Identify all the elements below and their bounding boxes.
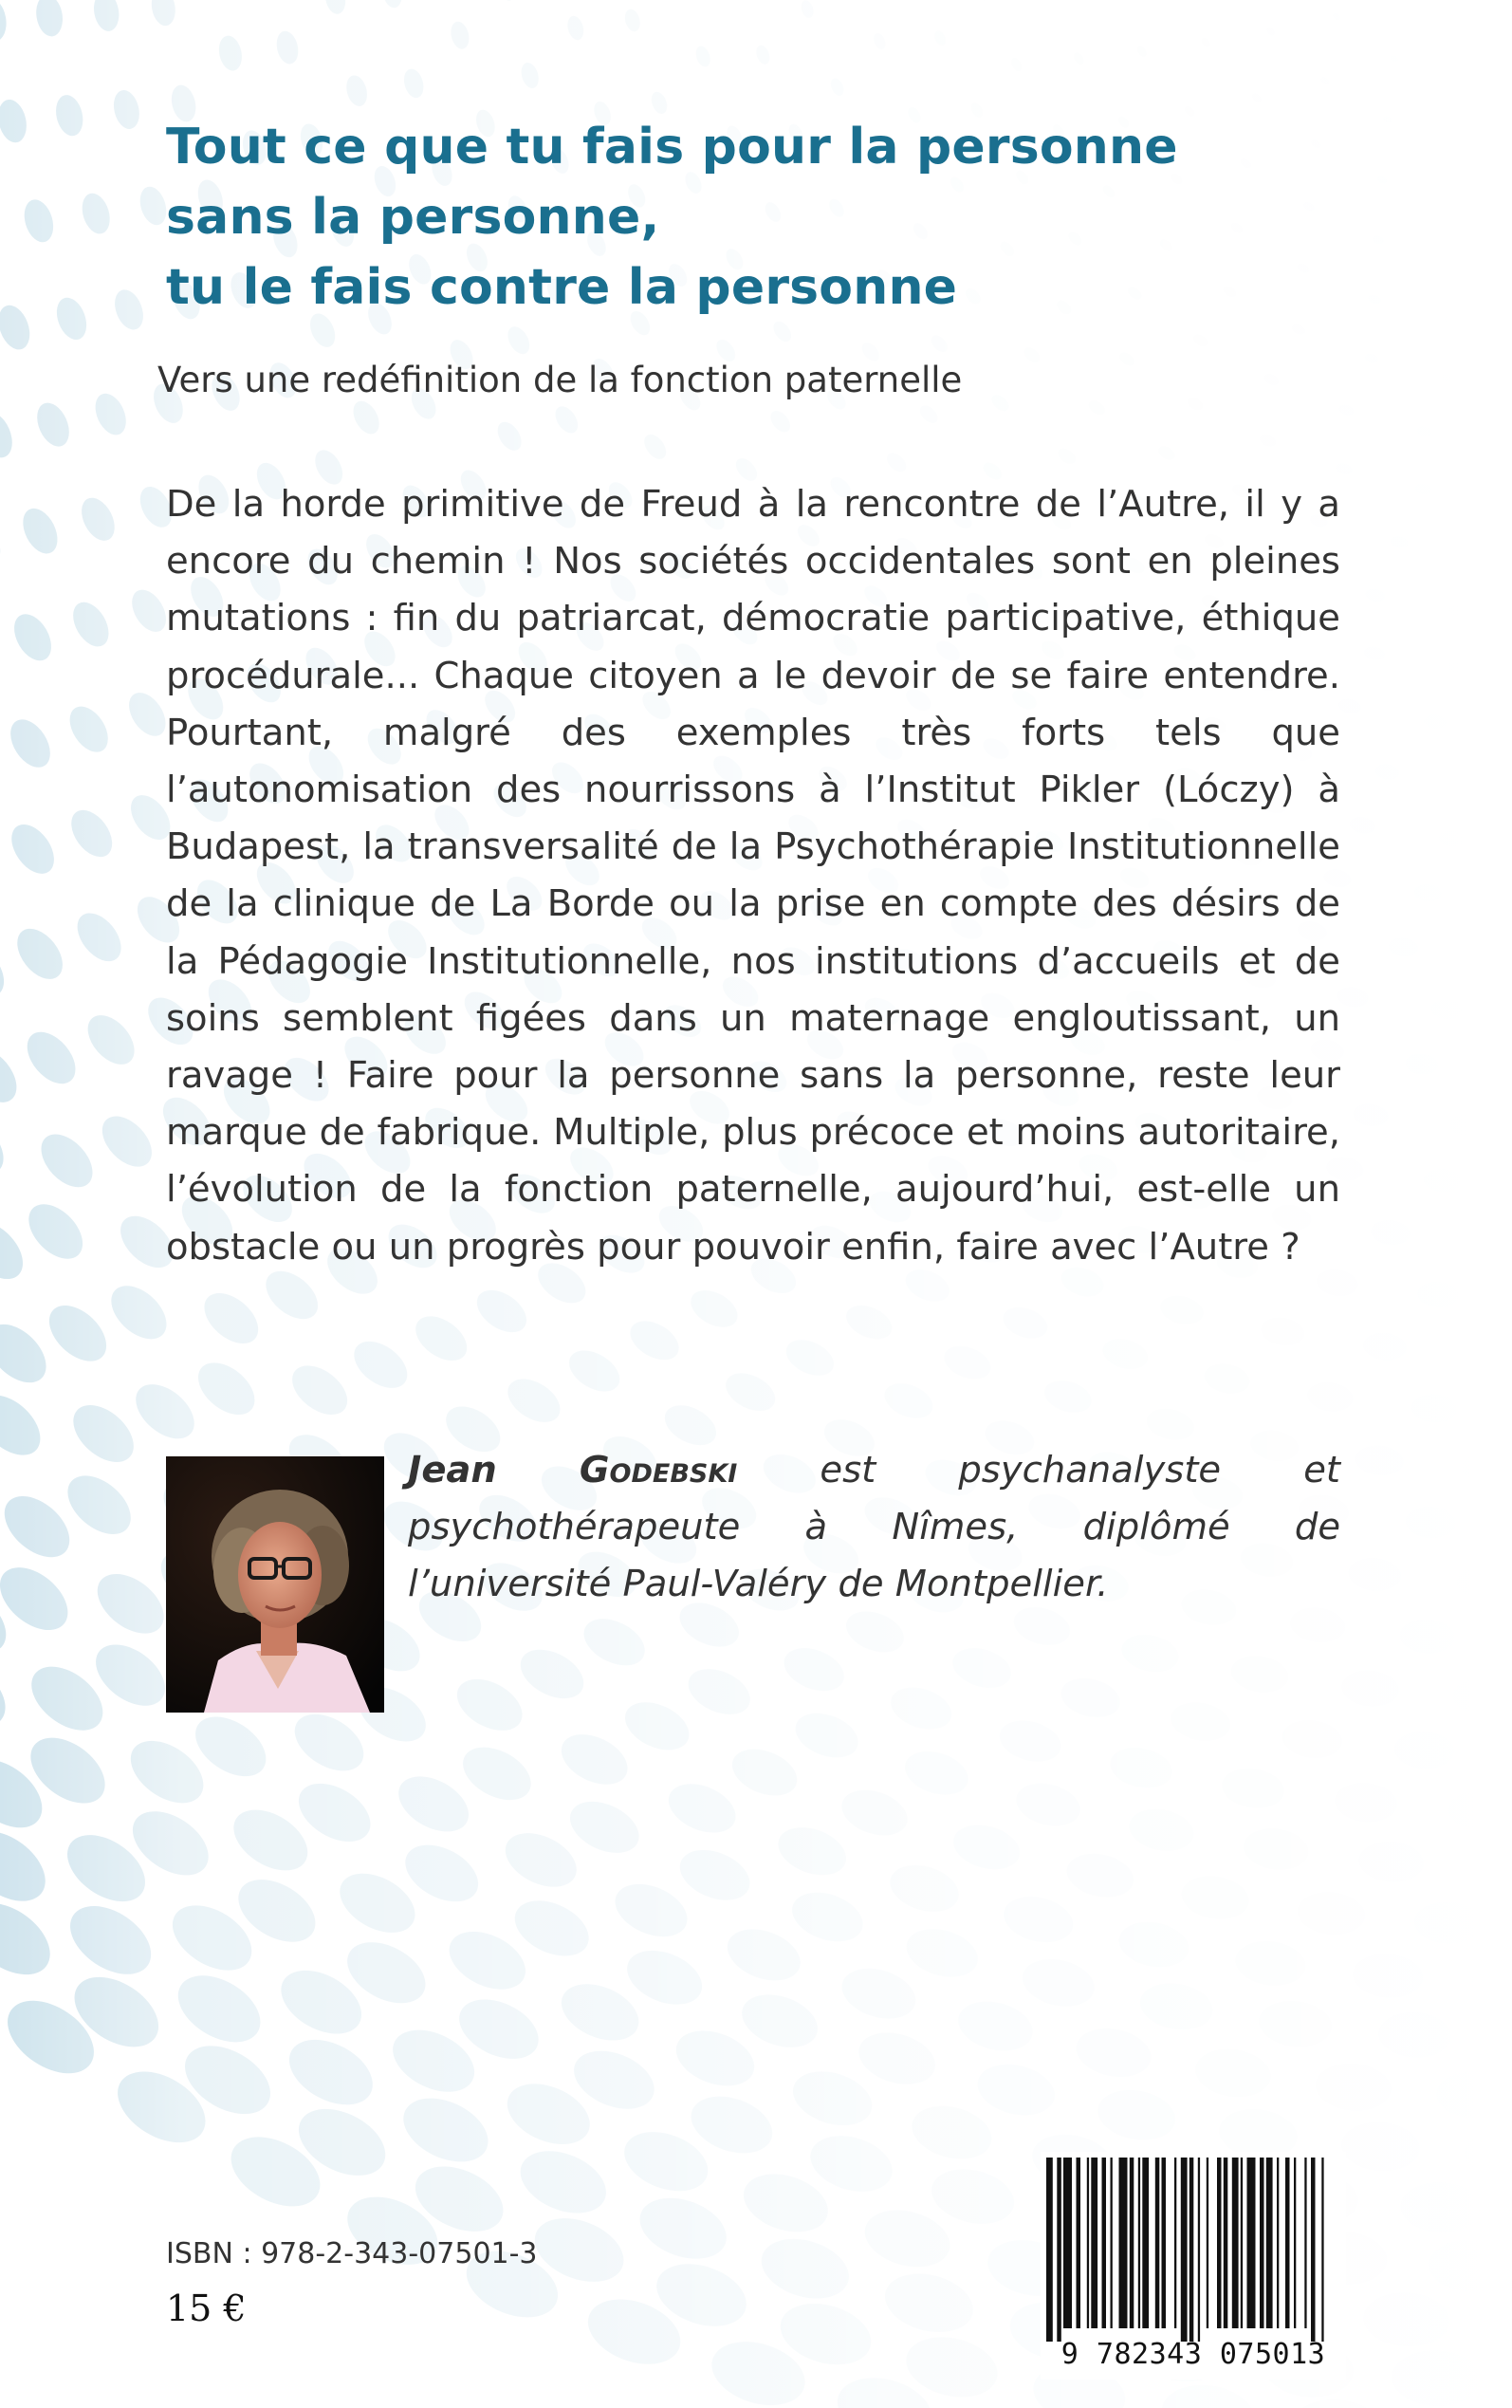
author-last-name: Godebski: [579, 1449, 738, 1491]
barcode-bar: [1266, 2158, 1273, 2328]
barcode-bar: [1277, 2158, 1279, 2328]
barcode-bar: [1241, 2158, 1243, 2328]
barcode-bar: [1155, 2158, 1160, 2328]
barcode-bar: [1311, 2158, 1316, 2342]
price: 15 €: [166, 2288, 247, 2329]
author-bio-text: est psychanalyste et psychothérapeute à Nîmes, diplômé de l’université Paul-Valéry de Montpellier.: [408, 1449, 1340, 1605]
book-title-line: tu le fais contre la personne: [166, 259, 958, 316]
barcode-bar: [1138, 2158, 1140, 2328]
barcode-bar: [1130, 2158, 1134, 2328]
book-subtitle: Vers une redéfinition de la fonction paternelle: [157, 360, 963, 400]
author-bio: [408, 1442, 1340, 1613]
barcode-bar: [1217, 2158, 1222, 2328]
barcode-digits: 9 782343 075013: [1060, 2338, 1326, 2371]
barcode-bar: [1162, 2158, 1167, 2328]
barcode-bar: [1057, 2158, 1061, 2342]
barcode-bar: [1091, 2158, 1097, 2328]
barcode-bars: [1041, 2152, 1346, 2342]
isbn: ISBN : 978-2-343-07501-3: [166, 2237, 538, 2270]
barcode-bar: [1181, 2158, 1188, 2342]
author-first-name: Jean: [408, 1449, 497, 1491]
barcode-bar: [1294, 2158, 1296, 2328]
barcode-bar: [1247, 2158, 1256, 2328]
book-summary: De la horde primitive de Freud à la rencontre de l’Autre, il y a encore du chemin ! Nos sociétés occidentales sont en pleines mutations : fin du patriarcat, démocratie participative, éthique procédurale... Chaque citoyen a le devoir de se faire entendre. Pourtant, malgré des exemples très forts tels que l’autonomisation des nourrissons à l’Institut Pikler (Lóczy) à Budapest, la transversalité de la Psychothérapie Institutionnelle de la clinique de La Borde ou la prise en compte des désirs de la Pédagogie Institutionnelle, nos institutions d’accueils et de soins semblent figées dans un maternage engloutissant, un ravage ! Faire pour la personne sans la personne, reste leur marque de fabrique. Multiple, plus précoce et moins autoritaire, l’évolution de la fonction paternelle, aujourd’hui, est-elle un obstacle ou un progrès pour pouvoir enfin, faire avec l’Autre ?: [166, 483, 1340, 1269]
barcode-bar: [1189, 2158, 1194, 2342]
barcode-bar: [1087, 2158, 1089, 2328]
barcode-bar: [1063, 2158, 1072, 2328]
barcode-bar: [1304, 2158, 1306, 2328]
barcode: [1041, 2152, 1346, 2380]
barcode-bar: [1285, 2158, 1290, 2328]
book-title: [166, 112, 1209, 323]
author-portrait-illustration: [166, 1456, 384, 1713]
barcode-bar: [1198, 2158, 1200, 2342]
barcode-bar: [1260, 2158, 1264, 2328]
author-photo: [166, 1456, 384, 1713]
barcode-bar: [1102, 2158, 1107, 2328]
barcode-bar: [1046, 2158, 1053, 2342]
barcode-bar: [1232, 2158, 1239, 2328]
barcode-bar: [1224, 2158, 1228, 2328]
barcode-bar: [1119, 2158, 1128, 2328]
book-title-line: Tout ce que tu fais pour la personne: [166, 119, 1178, 176]
barcode-bar: [1111, 2158, 1113, 2328]
barcode-bar: [1174, 2158, 1176, 2328]
barcode-bar: [1142, 2158, 1149, 2328]
book-title-line: sans la personne,: [166, 189, 660, 246]
barcode-bar: [1077, 2158, 1081, 2328]
barcode-bar: [1321, 2158, 1323, 2342]
barcode-bar: [1207, 2158, 1208, 2328]
